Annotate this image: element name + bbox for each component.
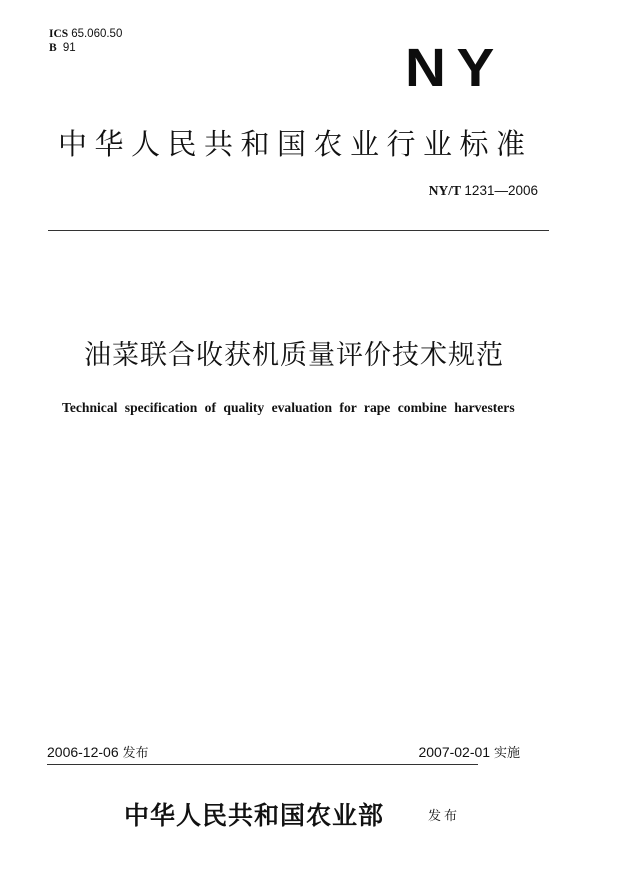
document-title-chinese: 油菜联合收获机质量评价技术规范 [84, 340, 504, 371]
ics-code: 65.060.50 [71, 28, 123, 40]
ics-code-line [49, 27, 122, 41]
standard-number-prefix: NY/T [428, 183, 462, 198]
implementation-label: 实施 [493, 746, 520, 761]
classification-codes [49, 27, 122, 55]
implementation-date-value: 2007-02-01 [418, 744, 491, 760]
document-title-english: Technical specification of quality evaluation for rape combine harvesters [62, 400, 515, 415]
standard-number-value: 1231—2006 [464, 183, 538, 198]
issuer-suffix: 发布 [428, 809, 461, 824]
standard-category-title: 中华人民共和国农业行业标准 [58, 127, 533, 161]
issue-date [47, 742, 149, 761]
issuing-authority: 中华人民共和国农业部 [124, 801, 385, 830]
ccs-label: B [49, 42, 57, 54]
ics-label: ICS [49, 28, 69, 40]
implementation-date [418, 742, 520, 761]
ny-logo: NY [405, 38, 505, 98]
issue-date-value: 2006-12-06 [47, 744, 119, 760]
ccs-code-line [49, 41, 122, 55]
issue-label: 发布 [122, 746, 149, 761]
standard-number [429, 183, 538, 199]
ccs-code: 91 [62, 42, 76, 54]
bottom-divider [47, 764, 478, 765]
top-divider [48, 230, 549, 231]
